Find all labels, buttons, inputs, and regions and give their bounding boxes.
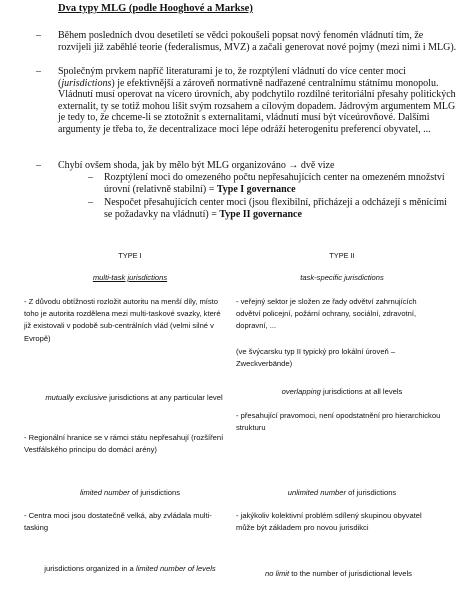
italic-term: overlapping	[281, 387, 321, 396]
sub-bullet-text: Rozptýlení moci do omezeného počtu nepřesahujících center na omezeném množství úrovní (relativně stabilní) =	[104, 172, 445, 195]
bullet-text: Společným prvkem napříč literaturami je to, že rozptýlení vládnutí do více center moci (	[58, 66, 406, 89]
sub-bullet-item	[88, 172, 456, 195]
col-subheader-type-2: task-specific jurisdictions	[300, 273, 384, 282]
table-cell	[24, 487, 236, 499]
bullet-item	[36, 30, 458, 53]
table-cell: - Z důvodu obtížnosti rozložit autoritu na menší díly, místo toho je autorita rozdělena mezi multi-taskové svazky, které již existovali v podobě sub-centrálních vlád (velmi silné v Evropě)	[24, 297, 221, 343]
table-cell: - veřejný sektor je složen ze řady odvětví zahrnujících odvětví policejní, požární ochrany, sociální, zdravotní, dopravní, ...	[236, 297, 417, 331]
italic-term: unlimited number	[287, 488, 346, 497]
governance-type-label: Type I governance	[216, 183, 296, 195]
page-title: Dva typy MLG (podle Hooghové a Markse)	[58, 3, 253, 14]
table-cell: - Regionální hranice se v rámci státu nepřesahují (rozšíření Vestfálského principu do domácí arény)	[24, 433, 224, 455]
bullet-text: ) je efektivnější a zároveň normativně nadřazené centralnímu státnímu monopolu. Vládnutí musí operovat na vícero úrovních, aby podchytilo rozdílné teritoriální přesahy politických externalit, ty se totiž mohou lišit svým rozsahem a cílovým dopadem. Jádrovým argumentem MLG je tedy to, že chceme-li se ztotožnit s externalitami, vládnutí musí být víceúrovňové. Dalšími argumenty je třeba to, že decentralizace moci lépe odráží heterogenitu preferencí obyvatel, ...	[58, 77, 456, 135]
col-subheader-type-1: multi-task jurisdictions	[92, 273, 168, 282]
col-header-type-1: TYPE I	[118, 251, 142, 260]
italic-term: limited number of levels	[135, 564, 216, 573]
dash-bullet-icon: –	[88, 197, 93, 208]
table-cell	[236, 563, 441, 585]
italic-term: no limit	[265, 569, 290, 578]
bullet-text: Chybí ovšem shoda, jak by mělo být MLG organizováno → dvě vize	[58, 160, 335, 171]
table-cell: (ve švýcarsku typ II typický pro lokální úroveň – Zweckverbände)	[236, 347, 396, 369]
bullet-italic-term: jurisdictions	[61, 77, 112, 89]
cell-text: jurisdictions organized in a	[44, 564, 136, 573]
table-cell	[236, 487, 448, 499]
sub-bullet-text: Nespočet přesahujících center moci (jsou flexibilní, přicházejí a odcházejí s měnícími se požadavky na vládnutí) =	[104, 197, 447, 220]
cell-text: of jurisdictions	[129, 488, 181, 497]
dash-bullet-icon: –	[36, 66, 41, 77]
cell-text: jurisdictions at any particular level	[106, 393, 223, 402]
table-cell: - Centra moci jsou dostatečně velká, aby zvládala multi-tasking	[24, 511, 212, 533]
table-cell	[24, 563, 236, 575]
table-cell	[236, 386, 448, 398]
dash-bullet-icon: –	[36, 30, 41, 41]
governance-type-label: Type II governance	[219, 208, 302, 220]
col-header-type-2: TYPE II	[329, 251, 355, 260]
dash-bullet-icon: –	[88, 172, 93, 183]
table-cell: - přesahující pravomoci, není opodstatnění pro hierarchickou strukturu	[236, 411, 441, 433]
cell-text: to the number of jurisdictional levels	[289, 569, 412, 578]
cell-text: jurisdictions at all levels	[320, 387, 403, 396]
table-cell: - jakýkoliv kolektivní problém sdílený skupinou obyvatel může být základem pro novou jurisdikci	[236, 511, 422, 533]
sub-bullet-item	[88, 197, 456, 220]
bullet-item	[36, 160, 458, 172]
cell-text: of jurisdictions	[346, 488, 397, 497]
bullet-text: Během posledních dvou desetiletí se vědci pokoušeli popsat nový fenomén vládnutí tím, že rozvíjeli již zaběhlé teorie (federalismus, MVZ) a začali generovat nové pojmy (mezi nimi i MLG).	[58, 30, 457, 53]
table-cell	[28, 386, 240, 409]
italic-term: limited number	[79, 488, 130, 497]
bullet-item	[36, 66, 458, 136]
italic-term: mutually exclusive	[45, 393, 107, 402]
dash-bullet-icon: –	[36, 160, 41, 171]
